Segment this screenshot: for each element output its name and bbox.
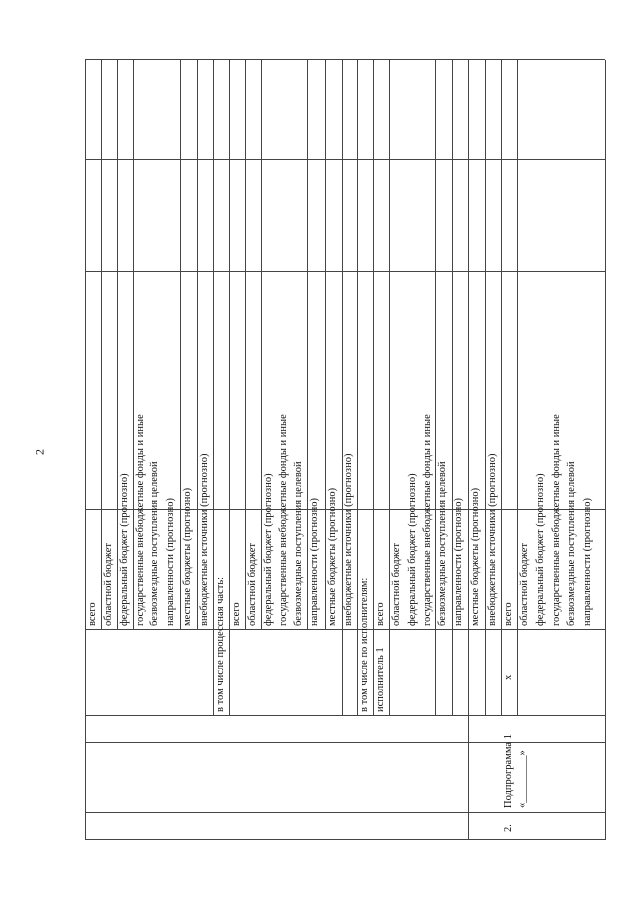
block1-row-4: безвозмездные поступления целевой xyxy=(149,461,160,626)
row-line xyxy=(325,60,326,630)
row-line xyxy=(501,60,502,716)
block3-row-0: всего xyxy=(375,602,386,626)
block3-row-6: местные бюджеты (прогнозно) xyxy=(470,487,481,626)
row-line xyxy=(245,60,246,630)
row-line xyxy=(229,60,230,716)
row-line xyxy=(213,60,214,716)
block1-row-2: федеральный бюджет (прогнозно) xyxy=(119,473,130,626)
subprogram-mark: х xyxy=(503,674,514,680)
block2-row-2: федеральный бюджет (прогнозно) xyxy=(263,473,274,626)
block3-row-3: государственные внебюджетные фонды и иные xyxy=(422,414,433,626)
block2-row-6: местные бюджеты (прогнозно) xyxy=(327,487,338,626)
row-line xyxy=(117,60,118,630)
table-grid xyxy=(85,60,605,840)
subprogram-number: 2. xyxy=(503,824,514,832)
col-divider-6 xyxy=(85,271,605,272)
subprogram-name: Подпрограмма 1 xyxy=(503,734,514,808)
block1-row-6: местные бюджеты (прогнозно) xyxy=(182,487,193,626)
col-divider-1 xyxy=(85,812,605,813)
block1-row-7: внебюджетные источники (прогнозно) xyxy=(199,453,210,626)
ispolniteli-header: в том числе по исполнителям: xyxy=(359,577,370,712)
block2-row-7: внебюджетные источники (прогнозно) xyxy=(343,453,354,626)
block4-row-5: направленности (прогнозно) xyxy=(582,498,593,626)
table-border-left xyxy=(85,839,605,840)
subprogram-quote: «_________» xyxy=(517,750,528,808)
block2-row-0: всего xyxy=(231,602,242,626)
row-line xyxy=(435,60,436,716)
processnaya-header: в том числе процессная часть: xyxy=(215,576,226,712)
row-line xyxy=(373,60,374,716)
block2-row-5: направленности (прогнозно) xyxy=(309,498,320,626)
block1-row-0: всего xyxy=(87,602,98,626)
col-divider-2 xyxy=(85,742,605,743)
table-border-bottom xyxy=(605,60,606,840)
row-line xyxy=(133,60,134,630)
row-line xyxy=(389,60,390,716)
block1-row-3: государственные внебюджетные фонды и иные xyxy=(135,414,146,626)
block2-row-4: безвозмездные поступления целевой xyxy=(293,461,304,626)
rotated-table xyxy=(85,60,605,840)
row-line xyxy=(357,60,358,716)
row-line xyxy=(517,60,518,716)
block2-row-3: государственные внебюджетные фонды и иные xyxy=(278,414,289,626)
block4-row-3: государственные внебюджетные фонды и иные xyxy=(551,414,562,626)
col-divider-3 xyxy=(85,715,605,716)
block2-row-1: областной бюджет xyxy=(247,543,258,626)
block1-row-5: направленности (прогнозно) xyxy=(165,498,176,626)
block4-row-1: областной бюджет xyxy=(519,543,530,626)
row-line xyxy=(197,60,198,630)
col-divider-4 xyxy=(85,629,605,630)
row-line xyxy=(101,60,102,630)
block4-row-4: безвозмездные поступления целевой xyxy=(566,461,577,626)
block3-row-2: федеральный бюджет (прогнозно) xyxy=(407,473,418,626)
block3-row-5: направленности (прогнозно) xyxy=(453,498,464,626)
row-line xyxy=(307,60,308,630)
page-number: 2 xyxy=(32,449,47,455)
table-border-top xyxy=(85,60,86,840)
ispolnitel-1-label: исполнитель 1 xyxy=(375,647,386,712)
col-divider-7 xyxy=(85,159,605,160)
row-line xyxy=(261,60,262,630)
block1-row-1: областной бюджет xyxy=(103,543,114,626)
block3-row-1: областной бюджет xyxy=(391,543,402,626)
row-line xyxy=(485,60,486,716)
block3-row-4: безвозмездные поступления целевой xyxy=(437,461,448,626)
table-border-right xyxy=(85,59,605,60)
block4-row-0: всего xyxy=(503,602,514,626)
row-line xyxy=(468,60,469,840)
block4-row-2: федеральный бюджет (прогнозно) xyxy=(535,473,546,626)
row-line xyxy=(180,60,181,630)
block3-row-7: внебюджетные источники (прогнозно) xyxy=(487,453,498,626)
